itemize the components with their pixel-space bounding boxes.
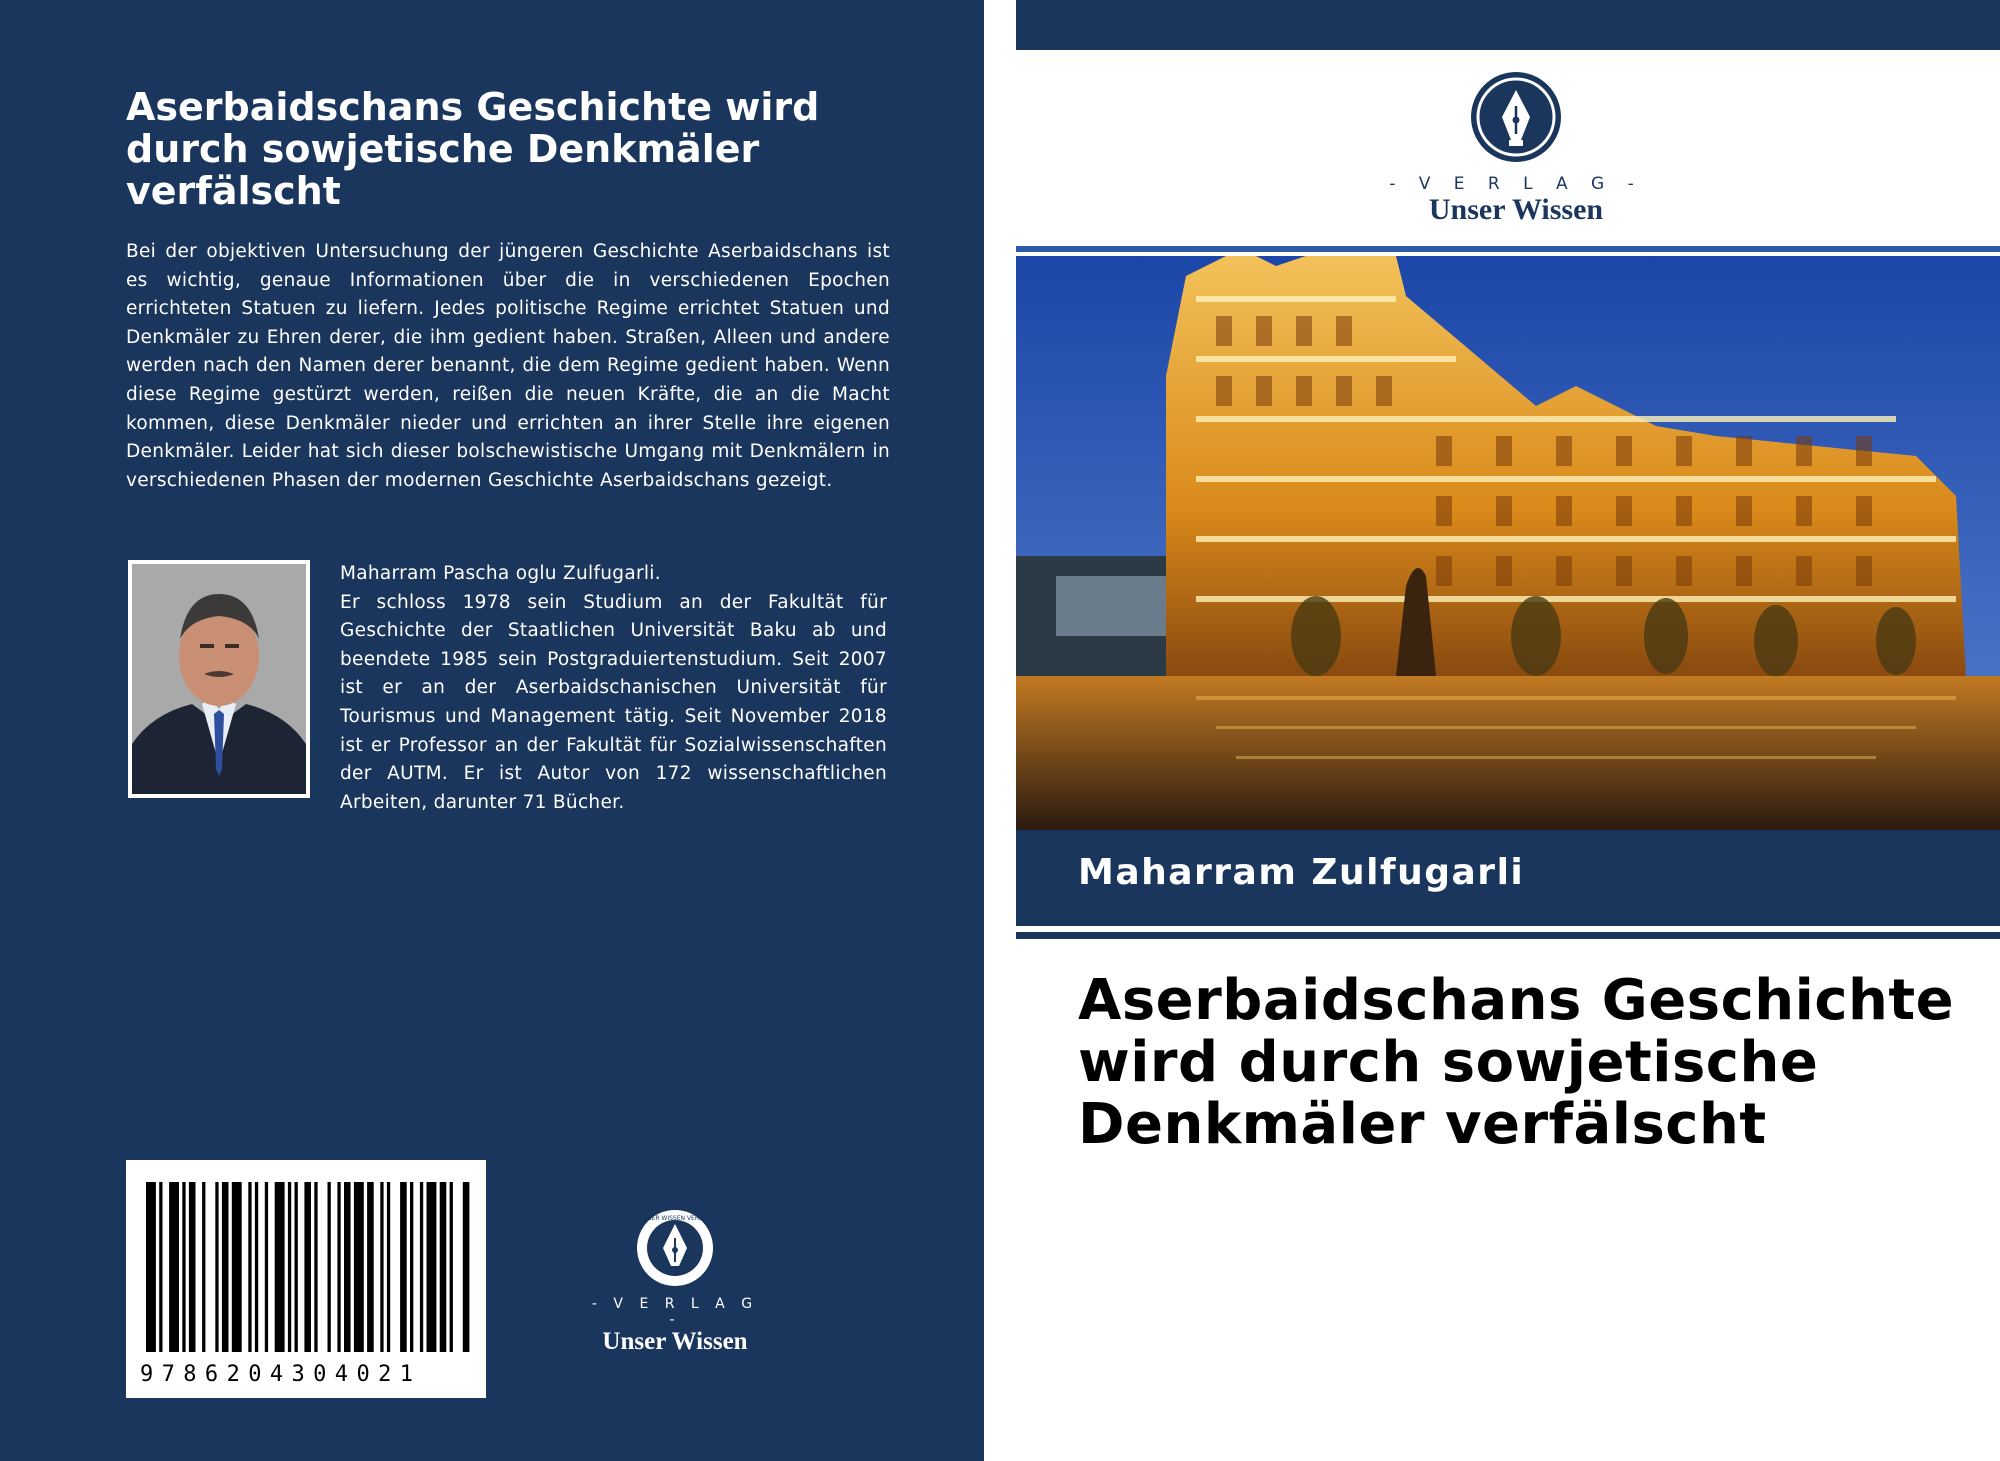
- barcode-bar: [440, 1182, 447, 1352]
- barcode-bar: [255, 1182, 258, 1352]
- front-author-name: Maharram Zulfugarli: [1078, 852, 1525, 893]
- barcode-bar: [265, 1182, 268, 1352]
- front-cover-title: Aserbaidschans Geschichte wird durch sowjetische Denkmäler verfälscht: [1078, 968, 1955, 1157]
- seal-text: UNSER WISSEN VERLAG: [638, 1215, 712, 1222]
- barcode-bar: [222, 1182, 229, 1352]
- author-bio-name: Maharram Pascha oglu Zulfugarli.: [340, 563, 661, 584]
- spine: [984, 0, 1016, 1461]
- barcode-bar: [427, 1182, 437, 1352]
- front-verlag-label: - V E R L A G -: [1389, 174, 1643, 194]
- pen-nib-logo-icon: [635, 1208, 715, 1288]
- barcode-bar: [450, 1182, 453, 1352]
- barcode-bar: [328, 1182, 331, 1352]
- front-rule-bottom: [1016, 932, 2000, 939]
- barcode-bar: [420, 1182, 423, 1352]
- barcode-bar: [146, 1182, 156, 1352]
- author-portrait-image: [132, 564, 306, 794]
- barcode-bar: [314, 1182, 317, 1352]
- barcode-bar: [182, 1182, 185, 1352]
- barcode-bar: [232, 1182, 242, 1352]
- front-publisher-logo: [1376, 70, 1656, 230]
- back-cover-blurb: Bei der objektiven Untersuchung der jüngeren Geschichte Aserbaidschans ist es wichtig, genaue Informationen über die in verschiedenen Epochen errichteten Statuen zu liefern. Jedes politische Regime errichtet Statuen und Denkmäler zu Ehren derer, die ihm gedient haben. Straßen, Alleen und andere werden nach den Namen derer benannt, die dem Regime gedient haben. Wenn diese Regime gestürzt werden, reißen die neuen Kräfte, die an die Macht kommen, diese Denkmäler nieder und errichten an ihrer Stelle ihre eigenen Denkmäler. Leider hat sich dieser bolschewistische Umgang mit Denkmälern in verschiedenen Phasen der modernen Geschichte Aserbaidschans gezeigt.: [126, 241, 890, 491]
- barcode-bar: [367, 1182, 374, 1352]
- author-photo: [128, 560, 310, 798]
- back-cover-title: Aserbaidschans Geschichte wird durch sowjetische Denkmäler verfälscht: [126, 85, 820, 213]
- barcode-bar: [463, 1182, 470, 1352]
- barcode-bar: [380, 1182, 383, 1352]
- barcode-bar: [337, 1182, 340, 1352]
- author-bio: [340, 560, 887, 817]
- barcode-bar: [202, 1182, 205, 1352]
- back-publisher-name: Unser Wissen: [602, 1328, 748, 1355]
- barcode-bar: [295, 1182, 298, 1352]
- barcode-bar: [248, 1182, 251, 1352]
- front-top-band: [1016, 0, 2000, 50]
- barcode-bar: [159, 1182, 162, 1352]
- isbn-digits: 9786204304021: [140, 1362, 422, 1387]
- barcode-bars: [126, 1160, 486, 1360]
- barcode-bar: [169, 1182, 179, 1352]
- night-building-image: [1016, 256, 2000, 830]
- pen-nib-logo-icon: [1469, 70, 1563, 164]
- author-bio-text: Er schloss 1978 sein Studium an der Fakultät für Geschichte der Staatlichen Universität Baku ab und beendete 1985 sein Postgraduiertenstudium. Seit 2007 ist er an der Aserbaidschanischen Universität für Tourismus und Management tätig. Seit November 2018 ist er Professor an der Fakultät für Sozialwissenschaften der AUTM. Er ist Autor von 172 wissenschaftlichen Arbeiten, darunter 71 Bücher.: [340, 591, 887, 813]
- barcode-bar: [387, 1182, 390, 1352]
- barcode-bar: [344, 1182, 351, 1352]
- isbn-barcode: [126, 1160, 486, 1398]
- front-rule-top-gap: [1016, 252, 2000, 255]
- barcode-bar: [275, 1182, 285, 1352]
- back-verlag-label: - V E R L A G -: [591, 1296, 759, 1328]
- barcode-bar: [410, 1182, 413, 1352]
- front-cover: [1016, 0, 2000, 1461]
- barcode-bar: [400, 1182, 407, 1352]
- barcode-bar: [189, 1182, 196, 1352]
- cover-photo-building: [1016, 256, 2000, 830]
- back-cover: [0, 0, 984, 1461]
- back-publisher-logo: [585, 1208, 765, 1355]
- barcode-bar: [288, 1182, 291, 1352]
- barcode-bar: [354, 1182, 364, 1352]
- barcode-bar: [304, 1182, 311, 1352]
- barcode-bar: [215, 1182, 218, 1352]
- front-publisher-name: Unser Wissen: [1428, 193, 1604, 226]
